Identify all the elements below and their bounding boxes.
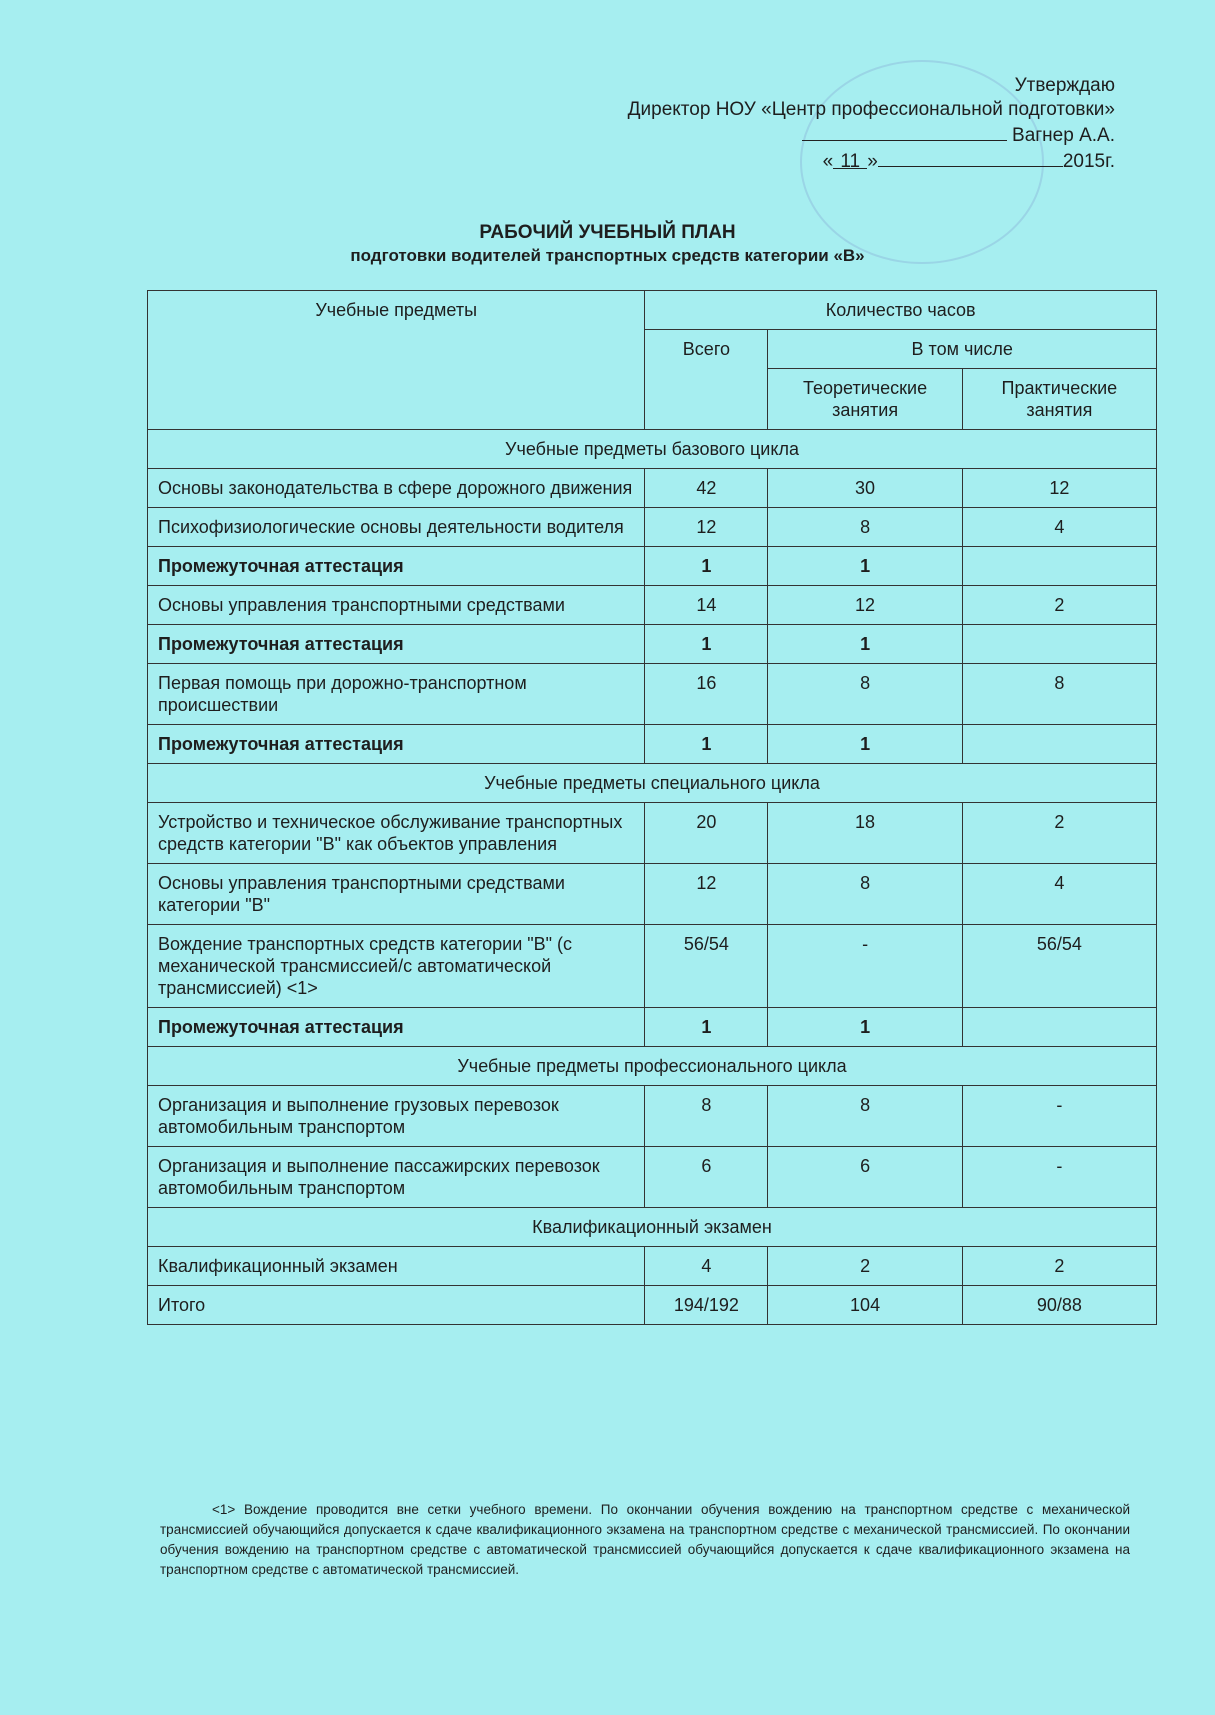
hours-practice xyxy=(962,547,1156,586)
table-row xyxy=(148,508,1157,547)
table-row xyxy=(148,1247,1157,1286)
approval-position: Директор НОУ «Центр профессиональной подготовки» xyxy=(627,99,1115,120)
footnote: <1> Вождение проводится вне сетки учебного времени. По окончании обучения вождению на транспортном средстве с механической трансмиссией обучающийся допускается к сдаче квалификационного экзамена на транспортном средстве с механической трансмиссией. По окончании обучения вождению на транспортном средстве с автоматической трансмиссией обучающийся допускается к сдаче квалификационного экзамена на транспортном средстве с автоматической трансмиссией. xyxy=(160,1502,1130,1577)
header-total: Всего xyxy=(645,330,768,430)
hours-total: 20 xyxy=(645,803,768,864)
date-quote-close: » xyxy=(867,151,878,172)
approval-date-line xyxy=(628,148,1115,174)
table-row xyxy=(148,725,1157,764)
hours-total: 1 xyxy=(645,547,768,586)
hours-total: 42 xyxy=(645,469,768,508)
table-row xyxy=(148,1008,1157,1047)
table-row xyxy=(148,547,1157,586)
hours-practice: 4 xyxy=(962,508,1156,547)
subject-name: Первая помощь при дорожно-транспортном происшествии xyxy=(148,664,645,725)
approval-signature-line xyxy=(628,122,1115,148)
table-row xyxy=(148,1086,1157,1147)
section-title: Учебные предметы специального цикла xyxy=(148,764,1157,803)
table-row xyxy=(148,469,1157,508)
total-hours: 194/192 xyxy=(645,1286,768,1325)
date-month-blank xyxy=(878,148,1063,167)
subject-name: Вождение транспортных средств категории "В" (с механической трансмиссией/с автоматической трансмиссией) <1> xyxy=(148,925,645,1008)
total-label: Итого xyxy=(148,1286,645,1325)
hours-theory: 1 xyxy=(768,1008,962,1047)
hours-practice: 56/54 xyxy=(962,925,1156,1008)
total-row xyxy=(148,1286,1157,1325)
hours-practice: 12 xyxy=(962,469,1156,508)
section-title: Учебные предметы профессионального цикла xyxy=(148,1047,1157,1086)
table-row xyxy=(148,625,1157,664)
header-subjects: Учебные предметы xyxy=(148,291,645,430)
header-hours: Количество часов xyxy=(645,291,1157,330)
hours-theory: 8 xyxy=(768,664,962,725)
hours-practice: - xyxy=(962,1147,1156,1208)
subject-name: Промежуточная аттестация xyxy=(148,725,645,764)
subject-name: Промежуточная аттестация xyxy=(148,1008,645,1047)
header-practice: Практические занятия xyxy=(962,369,1156,430)
approval-block xyxy=(628,74,1115,174)
hours-theory: 12 xyxy=(768,586,962,625)
total-theory: 104 xyxy=(768,1286,962,1325)
hours-total: 12 xyxy=(645,864,768,925)
table-row xyxy=(148,664,1157,725)
hours-practice: 8 xyxy=(962,664,1156,725)
hours-theory: 8 xyxy=(768,508,962,547)
hours-theory: 6 xyxy=(768,1147,962,1208)
hours-theory: 8 xyxy=(768,1086,962,1147)
subject-name: Промежуточная аттестация xyxy=(148,625,645,664)
subject-name: Квалификационный экзамен xyxy=(148,1247,645,1286)
hours-theory: 2 xyxy=(768,1247,962,1286)
table-row xyxy=(148,864,1157,925)
hours-theory: 18 xyxy=(768,803,962,864)
hours-total: 8 xyxy=(645,1086,768,1147)
subject-name: Основы законодательства в сфере дорожного движения xyxy=(148,469,645,508)
hours-total: 1 xyxy=(645,625,768,664)
date-day: 11 xyxy=(833,150,867,169)
section-row xyxy=(148,1047,1157,1086)
subject-name: Психофизиологические основы деятельности водителя xyxy=(148,508,645,547)
hours-practice xyxy=(962,725,1156,764)
hours-practice: 4 xyxy=(962,864,1156,925)
total-practice: 90/88 xyxy=(962,1286,1156,1325)
subject-name: Устройство и техническое обслуживание транспортных средств категории "В" как объектов управления xyxy=(148,803,645,864)
hours-practice: 2 xyxy=(962,803,1156,864)
section-title: Квалификационный экзамен xyxy=(148,1208,1157,1247)
document-title: РАБОЧИЙ УЧЕБНЫЙ ПЛАН xyxy=(479,222,736,243)
section-row xyxy=(148,764,1157,803)
hours-practice xyxy=(962,1008,1156,1047)
subject-name: Основы управления транспортными средствами xyxy=(148,586,645,625)
section-title: Учебные предметы базового цикла xyxy=(148,430,1157,469)
hours-total: 1 xyxy=(645,1008,768,1047)
hours-practice: 2 xyxy=(962,1247,1156,1286)
hours-theory: 1 xyxy=(768,547,962,586)
hours-theory: 30 xyxy=(768,469,962,508)
hours-theory: - xyxy=(768,925,962,1008)
header-including: В том числе xyxy=(768,330,1157,369)
hours-theory: 8 xyxy=(768,864,962,925)
hours-total: 12 xyxy=(645,508,768,547)
subject-name: Промежуточная аттестация xyxy=(148,547,645,586)
curriculum-table xyxy=(147,290,1157,1325)
approval-heading: Утверждаю xyxy=(1014,75,1115,96)
section-row xyxy=(148,430,1157,469)
signature-blank xyxy=(802,122,1007,141)
hours-total: 1 xyxy=(645,725,768,764)
approval-year: 2015г. xyxy=(1062,151,1115,172)
hours-theory: 1 xyxy=(768,725,962,764)
approval-name: Вагнер А.А. xyxy=(1012,125,1115,146)
header-theory: Теоретические занятия xyxy=(768,369,962,430)
table-row xyxy=(148,586,1157,625)
section-row xyxy=(148,1208,1157,1247)
subject-name: Организация и выполнение грузовых перевозок автомобильным транспортом xyxy=(148,1086,645,1147)
table-row xyxy=(148,1147,1157,1208)
hours-total: 6 xyxy=(645,1147,768,1208)
date-quote-open: « xyxy=(822,151,834,172)
document-subtitle: подготовки водителей транспортных средств категории «В» xyxy=(350,246,865,265)
hours-total: 16 xyxy=(645,664,768,725)
table-row xyxy=(148,925,1157,1008)
hours-total: 56/54 xyxy=(645,925,768,1008)
subject-name: Организация и выполнение пассажирских перевозок автомобильным транспортом xyxy=(148,1147,645,1208)
subject-name: Основы управления транспортными средствами категории "В" xyxy=(148,864,645,925)
hours-practice: - xyxy=(962,1086,1156,1147)
hours-practice xyxy=(962,625,1156,664)
hours-theory: 1 xyxy=(768,625,962,664)
hours-total: 4 xyxy=(645,1247,768,1286)
hours-total: 14 xyxy=(645,586,768,625)
table-row xyxy=(148,803,1157,864)
hours-practice: 2 xyxy=(962,586,1156,625)
